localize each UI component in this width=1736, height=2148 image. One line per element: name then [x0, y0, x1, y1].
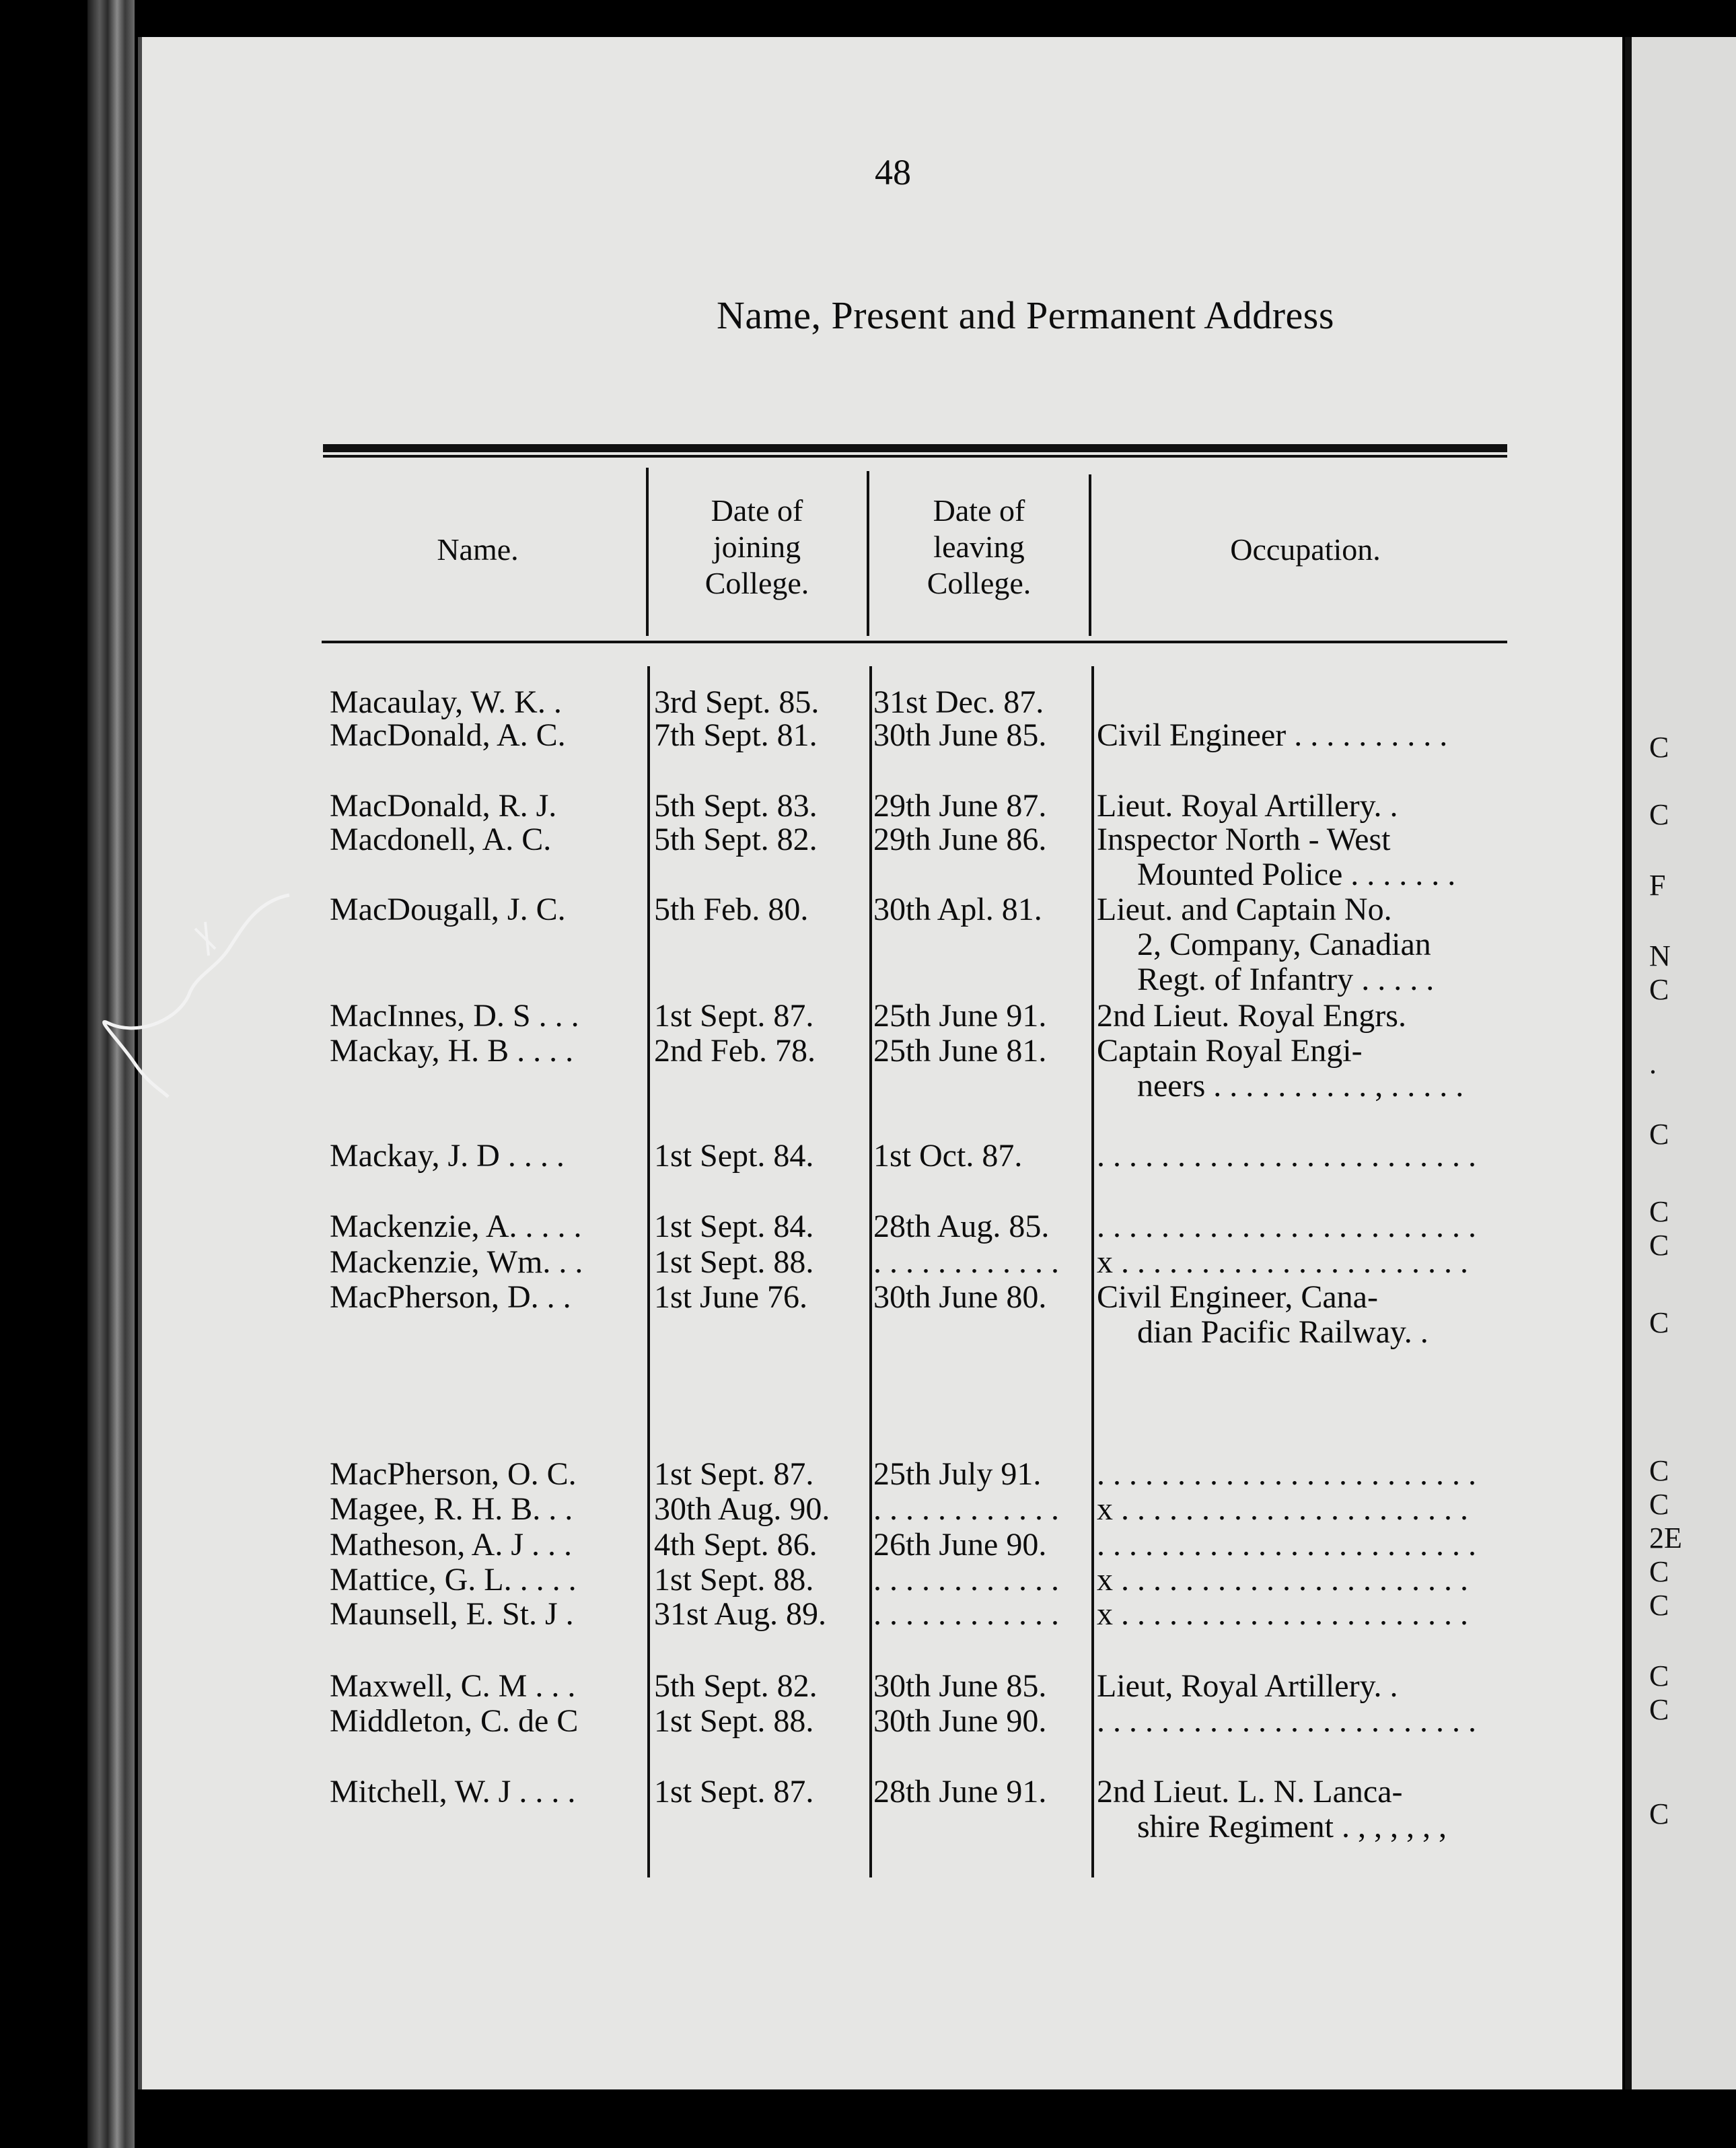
- row-name: Magee, R. H. B. . .: [330, 1491, 573, 1527]
- row-leaving-date: 25th June 91.: [873, 998, 1047, 1034]
- header-joining-line: joining: [713, 530, 801, 564]
- row-name: Mackay, H. B . . . .: [330, 1033, 574, 1069]
- row-joining-date: 5th Sept. 82.: [654, 1668, 818, 1704]
- occupation-line: Lieut. Royal Artillery. .: [1097, 789, 1398, 824]
- row-leaving-date: . . . . . . . . . . . .: [873, 1491, 1059, 1527]
- row-leaving-date: 28th Aug. 85.: [873, 1209, 1050, 1244]
- row-name: MacInnes, D. S . . .: [330, 998, 579, 1034]
- row-occupation: [1097, 718, 1514, 753]
- running-head: Name, Present and Permanent Address: [717, 293, 1334, 337]
- facing-page-fragment: N: [1649, 939, 1671, 972]
- row-occupation: [1097, 1034, 1514, 1104]
- occupation-line: x . . . . . . . . . . . . . . . . . . . . . .: [1097, 1563, 1468, 1598]
- row-leaving-date: 25th June 81.: [873, 1033, 1047, 1069]
- facing-page-fragment: C: [1649, 1797, 1669, 1830]
- occupation-line: Inspector North - West: [1097, 822, 1391, 857]
- occupation-line: Mounted Police . . . . . . .: [1137, 857, 1456, 892]
- row-name: Mitchell, W. J . . . .: [330, 1774, 576, 1810]
- row-joining-date: 1st June 76.: [654, 1279, 807, 1315]
- row-joining-date: 5th Feb. 80.: [654, 892, 809, 927]
- facing-page-fragment: F: [1649, 869, 1666, 902]
- row-occupation: [1097, 1597, 1514, 1632]
- column-divider: [647, 666, 650, 1877]
- header-joining-line: College.: [704, 566, 809, 600]
- row-leaving-date: 29th June 86.: [873, 822, 1047, 857]
- row-occupation: [1097, 1245, 1514, 1280]
- facing-page-edge: [1625, 37, 1736, 2089]
- table-top-rule-thin: [323, 455, 1507, 458]
- row-name: MacPherson, D. . .: [330, 1279, 571, 1315]
- occupation-line: 2nd Lieut. L. N. Lanca-: [1097, 1775, 1403, 1810]
- table-top-rule: [323, 444, 1507, 452]
- row-name: Matheson, A. J . . .: [330, 1527, 572, 1563]
- facing-page-fragment: .: [1649, 1047, 1657, 1080]
- row-occupation: [1097, 1775, 1514, 1845]
- row-joining-date: 30th Aug. 90.: [654, 1491, 830, 1527]
- row-name: Macdonell, A. C.: [330, 822, 552, 857]
- row-occupation: [1097, 892, 1514, 997]
- row-name: MacDonald, A. C.: [330, 717, 566, 753]
- header-leaving: [881, 493, 1077, 602]
- header-joining: [659, 493, 855, 602]
- row-name: MacPherson, O. C.: [330, 1456, 577, 1492]
- row-name: Mattice, G. L. . . . .: [330, 1562, 577, 1598]
- facing-page-fragment: C: [1649, 1555, 1669, 1588]
- facing-page-fragment: C: [1649, 1659, 1669, 1692]
- column-divider: [646, 468, 649, 636]
- occupation-line: . . . . . . . . . . . . . . . . . . . . . . . .: [1097, 1704, 1476, 1739]
- facing-page-fragment: C: [1649, 1589, 1669, 1622]
- row-joining-date: 1st Sept. 87.: [654, 1456, 814, 1492]
- occupation-line: Regt. of Infantry . . . . .: [1137, 962, 1435, 997]
- facing-page-fragment: C: [1649, 1454, 1669, 1487]
- column-divider: [869, 666, 872, 1877]
- facing-page-fragment: C: [1649, 973, 1669, 1006]
- occupation-line: 2, Company, Canadian: [1137, 927, 1431, 962]
- row-joining-date: 1st Sept. 84.: [654, 1209, 814, 1244]
- row-joining-date: 5th Sept. 82.: [654, 822, 818, 857]
- occupation-line: x . . . . . . . . . . . . . . . . . . . . . .: [1097, 1597, 1468, 1632]
- facing-page-fragment: C: [1649, 1693, 1669, 1726]
- row-occupation: [1097, 1704, 1514, 1739]
- row-joining-date: 5th Sept. 83.: [654, 788, 818, 824]
- row-leaving-date: . . . . . . . . . . . .: [873, 1244, 1059, 1280]
- occupation-line: . . . . . . . . . . . . . . . . . . . . . . . .: [1097, 1528, 1476, 1563]
- row-name: MacDougall, J. C.: [330, 892, 566, 927]
- column-divider: [1091, 666, 1094, 1877]
- row-occupation: [1097, 1280, 1514, 1350]
- row-joining-date: 31st Aug. 89.: [654, 1596, 827, 1632]
- row-leaving-date: 1st Oct. 87.: [873, 1138, 1023, 1174]
- occupation-line: Lieut, Royal Artillery. .: [1097, 1669, 1398, 1704]
- column-divider: [867, 471, 869, 636]
- row-joining-date: 4th Sept. 86.: [654, 1527, 818, 1563]
- occupation-line: . . . . . . . . . . . . . . . . . . . . . . . .: [1097, 1209, 1476, 1244]
- row-joining-date: 2nd Feb. 78.: [654, 1033, 816, 1069]
- row-name: Middleton, C. de C: [330, 1703, 579, 1739]
- row-occupation: [1097, 1528, 1514, 1563]
- occupation-line: . . . . . . . . . . . . . . . . . . . . . . . .: [1097, 1457, 1476, 1492]
- facing-page-fragment: C: [1649, 1195, 1669, 1228]
- header-name: Name.: [437, 532, 519, 567]
- row-leaving-date: 29th June 87.: [873, 788, 1047, 824]
- row-name: Mackay, J. D . . . .: [330, 1138, 565, 1174]
- row-name: Maxwell, C. M . . .: [330, 1668, 576, 1704]
- row-occupation: [1097, 822, 1514, 892]
- row-leaving-date: . . . . . . . . . . . .: [873, 1562, 1059, 1598]
- occupation-line: Lieut. and Captain No.: [1097, 892, 1392, 927]
- row-occupation: [1097, 1457, 1514, 1492]
- occupation-line: neers . . . . . . . . . . , . . . . .: [1137, 1069, 1464, 1104]
- table-header-rule: [322, 641, 1507, 643]
- row-leaving-date: 30th Apl. 81.: [873, 892, 1042, 927]
- row-leaving-date: 25th July 91.: [873, 1456, 1042, 1492]
- row-leaving-date: 30th June 85.: [873, 717, 1047, 753]
- row-occupation: [1097, 1492, 1514, 1527]
- facing-page-fragment: C: [1649, 1118, 1669, 1151]
- header-leaving-line: College.: [927, 566, 1032, 600]
- occupation-line: shire Regiment . , , , , , ,: [1137, 1810, 1447, 1845]
- row-leaving-date: 30th June 80.: [873, 1279, 1047, 1315]
- occupation-line: dian Pacific Railway. .: [1137, 1315, 1428, 1350]
- occupation-line: 2nd Lieut. Royal Engrs.: [1097, 999, 1406, 1034]
- facing-page-fragment: C: [1649, 1488, 1669, 1521]
- header-joining-line: Date of: [711, 493, 803, 528]
- scan-scratch-mark: [94, 888, 323, 1104]
- row-joining-date: 1st Sept. 87.: [654, 1774, 814, 1810]
- row-joining-date: 1st Sept. 87.: [654, 998, 814, 1034]
- facing-page-fragment: 2E: [1649, 1522, 1682, 1554]
- row-occupation: [1097, 789, 1514, 824]
- row-occupation: [1097, 1669, 1514, 1704]
- header-leaving-line: leaving: [933, 530, 1025, 564]
- row-occupation: [1097, 999, 1514, 1034]
- facing-page-fragment: C: [1649, 731, 1669, 764]
- row-leaving-date: 30th June 90.: [873, 1703, 1047, 1739]
- occupation-line: Captain Royal Engi-: [1097, 1034, 1363, 1069]
- facing-page-fragment: C: [1649, 1229, 1669, 1262]
- row-name: Mackenzie, A. . . . .: [330, 1209, 582, 1244]
- row-name: Macaulay, W. K. .: [330, 684, 562, 720]
- row-occupation: [1097, 1139, 1514, 1174]
- row-leaving-date: 28th June 91.: [873, 1774, 1047, 1810]
- row-name: Maunsell, E. St. J .: [330, 1596, 574, 1632]
- row-joining-date: 3rd Sept. 85.: [654, 684, 820, 720]
- row-leaving-date: 31st Dec. 87.: [873, 684, 1044, 720]
- row-name: MacDonald, R. J.: [330, 788, 557, 824]
- row-joining-date: 1st Sept. 84.: [654, 1138, 814, 1174]
- page-number: 48: [875, 152, 911, 192]
- column-divider: [1089, 474, 1091, 636]
- row-leaving-date: 26th June 90.: [873, 1527, 1047, 1563]
- occupation-line: Civil Engineer, Cana-: [1097, 1280, 1378, 1315]
- facing-page-fragment: C: [1649, 1306, 1669, 1339]
- header-leaving-line: Date of: [933, 493, 1025, 528]
- row-joining-date: 1st Sept. 88.: [654, 1562, 814, 1598]
- row-joining-date: 7th Sept. 81.: [654, 717, 818, 753]
- row-leaving-date: 30th June 85.: [873, 1668, 1047, 1704]
- row-leaving-date: . . . . . . . . . . . .: [873, 1596, 1059, 1632]
- facing-page-fragment: C: [1649, 798, 1669, 831]
- occupation-line: x . . . . . . . . . . . . . . . . . . . . . .: [1097, 1492, 1468, 1527]
- occupation-line: Civil Engineer . . . . . . . . . .: [1097, 718, 1448, 753]
- row-occupation: [1097, 1209, 1514, 1244]
- row-joining-date: 1st Sept. 88.: [654, 1703, 814, 1739]
- occupation-line: x . . . . . . . . . . . . . . . . . . . . . .: [1097, 1245, 1468, 1280]
- occupation-line: . . . . . . . . . . . . . . . . . . . . . . . .: [1097, 1139, 1476, 1174]
- row-occupation: [1097, 1563, 1514, 1598]
- header-occupation: Occupation.: [1230, 532, 1381, 567]
- row-joining-date: 1st Sept. 88.: [654, 1244, 814, 1280]
- row-name: Mackenzie, Wm. . .: [330, 1244, 583, 1280]
